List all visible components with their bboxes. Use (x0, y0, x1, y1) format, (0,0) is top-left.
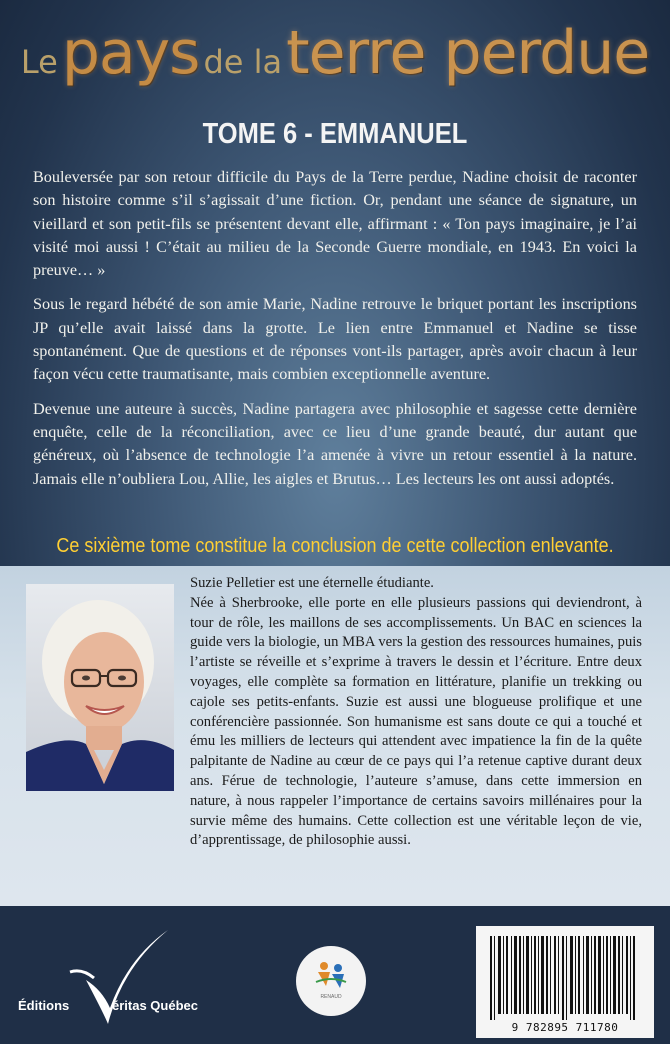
author-photo (26, 584, 174, 791)
book-title (0, 18, 670, 88)
title-word-le: Le (20, 43, 58, 81)
synopsis-paragraph: Sous le regard hébété de son amie Marie, Nadine retrouve le briquet portant les inscriptions JP qu’elle avait laissé dans la grotte. Le lien entre Emmanuel et Nadine se tisse spontanément. Que de questions et de réponses vont-ils partager, après avoir chacun à leur façon vécu cette traumatisante, mais combien exceptionnelle aventure. (33, 295, 637, 384)
bio-body: Née à Sherbrooke, elle porte en elle plusieurs passions qui deviendront, à tour de rôle, les maillons de ses accomplissements. Un BAC en sciences la guide vers la biologie, un MBA vers la gestion des ressources humaines, puis l’artiste se réveille et s’exprime à travers le dessin et l’écriture. Entre deux voyages, elle complète sa formation en littérature, planifie un trekking ou cajole ses petits-enfants. Suzie est aussi une blogueuse prolifique et une conférencière passionnée. Son humanisme est sans doute ce qui a touché et ému les milliers de lecteurs qui attendent avec impatience la fin de la quête palpitante de Nadine au cœur de ce pays qui l’a retenue captive durant deux ans. Férue de technologie, l’auteure s’amuse, dans cette immersion en nature, à nous rappeler l’importance de certains savoirs millénaires pour la survie même des humains. Cette collection est une véritable leçon de vie, d’apprentissage, de philosophie aussi. (190, 594, 642, 849)
synopsis (33, 166, 637, 502)
publisher-name-right: éritas Québec (112, 998, 198, 1013)
synopsis-paragraph: Bouleversée par son retour difficile du Pays de la Terre perdue, Nadine choisit de raconter son histoire comme s’il s’agissait d’une fiction. Or, pendant une séance de signature, un vieillard et son petit-fils se présentent devant elle, affirmant : « Ton pays imaginaire, je l’ai visité moi aussi ! C’était au milieu de la Seconde Guerre mondiale, en 1943. En voici la preuve… » (33, 168, 637, 280)
series-tagline: Ce sixième tome constitue la conclusion de cette collection enlevante. (56, 535, 614, 557)
volume-subtitle: TOME 6 - EMMANUEL (202, 118, 468, 150)
publisher-logo (18, 928, 258, 1028)
seal-figures-icon (296, 946, 366, 1016)
title-word-de-la: de la (203, 43, 283, 81)
publisher-v-icon (18, 928, 258, 1028)
author-portrait-image (26, 584, 174, 791)
award-seal (296, 946, 366, 1016)
title-word-pays: pays (61, 18, 200, 88)
title-word-terre-perdue: terre perdue (286, 18, 650, 88)
author-biography (190, 574, 642, 851)
seal-text: RENAUD (320, 994, 342, 1000)
publisher-name-left: Éditions (18, 998, 70, 1013)
cover-footer (0, 906, 670, 1044)
isbn-barcode (476, 926, 654, 1038)
synopsis-paragraph: Devenue une auteure à succès, Nadine partagera avec philosophie et sagesse cette dernière enquête, celle de la réconciliation, avec ce lieu d’une grande beauté, dur autant que généreux, où l’absence de technologie l’a amenée à vivre un retour essentiel à la nature. Jamais elle n’oubliera Lou, Allie, les aigles et Brutus… Les lecteurs les ont aussi adoptés. (33, 399, 637, 488)
isbn-number: 9 782895 711780 (511, 1021, 619, 1034)
bio-intro: Suzie Pelletier est une éternelle étudiante. (190, 575, 434, 591)
author-bio-panel (0, 566, 670, 906)
